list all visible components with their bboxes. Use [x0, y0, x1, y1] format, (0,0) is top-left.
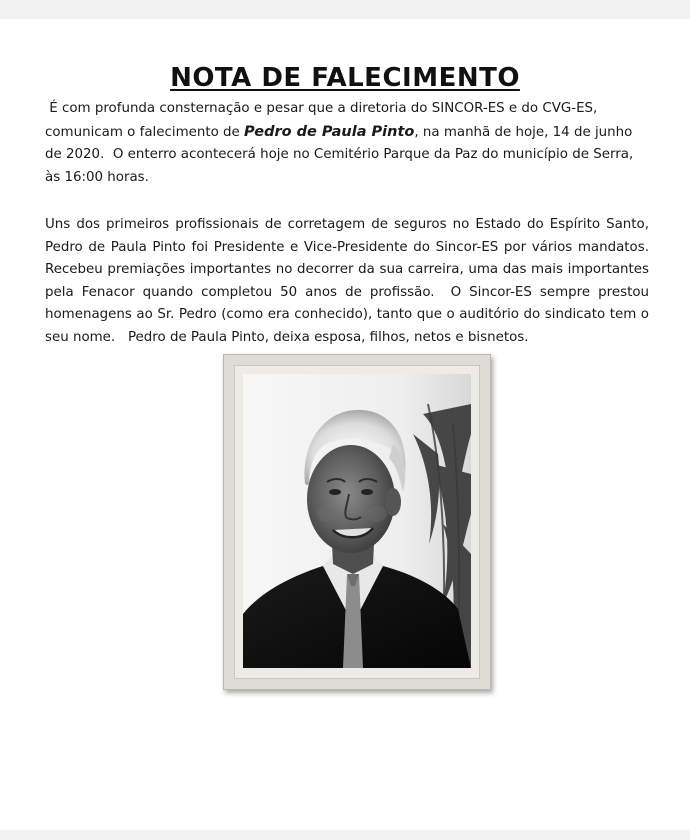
document-title-text: NOTA DE FALECIMENTO	[170, 63, 520, 93]
portrait-frame	[223, 354, 491, 690]
document-title	[0, 63, 690, 93]
paragraph-biography: Uns dos primeiros profissionais de corretagem de seguros no Estado do Espírito Santo, Pedro de Paula Pinto foi Presidente e Vice-Presidente do Sincor-ES por vários mandatos. Recebeu premiações importantes no decorrer da sua carreira, uma das mais importantes pela Fenacor quando completou 50 anos de profissão. O Sincor-ES sempre prestou homenagens ao Sr. Pedro (como era conhecido), tanto que o auditório do sindicato tem o seu nome. Pedro de Paula Pinto, deixa esposa, filhos, netos e bisnetos.	[45, 217, 649, 345]
portrait-mat	[234, 365, 480, 679]
deceased-name: Pedro de Paula Pinto	[244, 123, 415, 140]
paragraph-announcement	[45, 98, 649, 189]
announcement-text-start: É com profunda consternação e pesar que a diretoria do SINCOR-ES e do CVG-ES, comunicam o falecimento de	[45, 101, 598, 140]
portrait-illustration	[243, 374, 471, 668]
announcement-text-end: , na manhã de hoje, 14 de junho de 2020. O enterro acontecerá hoje no Cemitério Parque da Paz do município de Serra, às 16:00 horas.	[45, 124, 634, 185]
portrait-photo	[243, 374, 471, 668]
